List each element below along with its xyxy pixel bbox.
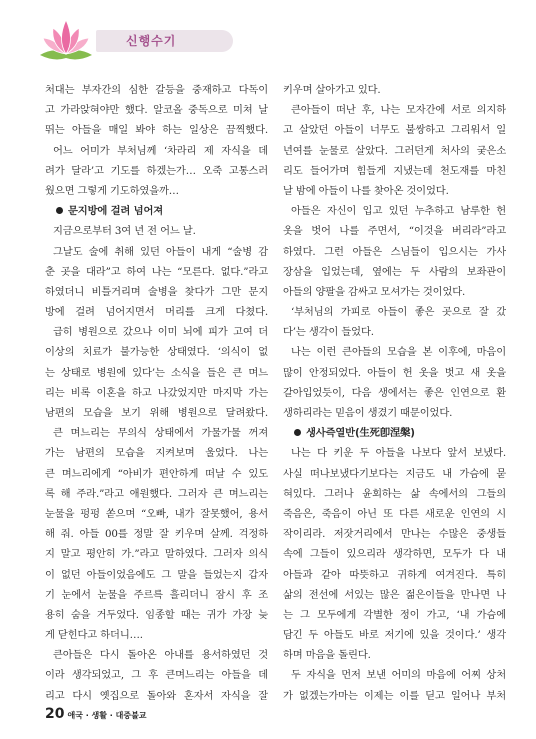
article-line: 죽음은, 죽음이 아닌 또 다른 새로운 인연의 시 <box>283 507 506 520</box>
page-number: 20 <box>45 706 65 722</box>
article-line: 지 말고 평안히 가.”라고 말하였다. 그러자 의식 <box>45 548 268 561</box>
section-label: 신행수기 <box>126 34 177 48</box>
lotus-icon <box>38 15 94 63</box>
article-line: 나는 이런 큰아들의 모습을 본 이후에, 마음이 <box>291 346 506 359</box>
article-line: 가는 남편의 모습을 지켜보며 울었다. 나는 <box>45 447 268 460</box>
article-line: 갈아입었듯이, 다음 생에서는 좋은 인연으로 환 <box>283 386 506 399</box>
section-heading-text: 생사즉열반(生死卽涅槃) <box>306 427 415 440</box>
article-line: 처대는 부자간의 심한 갈등을 중재하고 다독이 <box>45 84 268 96</box>
article-line: 생하리라는 믿음이 생겼기 때문이었다. <box>283 407 453 419</box>
article-line: 그날도 술에 취해 있던 아들이 내게 “술병 감 <box>53 245 268 258</box>
article-line: 는 상태로 병원에 있다’는 소식을 들은 큰 며느 <box>45 366 268 379</box>
article-line: 는 그 모두에게 각별한 정이 가고, ‘내 가슴에 <box>283 608 506 621</box>
article-line: 사실 떠나보냈다기보다는 지금도 내 가슴에 묻 <box>283 467 506 480</box>
article-line: 급히 병원으로 갔으나 이미 뇌에 피가 고여 더 <box>53 326 268 339</box>
article-line: 남편의 모습을 보기 위해 병원으로 달려왔다. <box>45 407 268 419</box>
article-line: 키우며 살아가고 있다. <box>283 84 381 96</box>
article-line: 춘 곳을 대라”고 하여 나는 “모른다. 없다.”라고 <box>45 265 268 278</box>
article-column-right <box>283 80 506 706</box>
article-column-left <box>45 80 268 706</box>
article-line: 아들과 같아 따뜻하고 귀하게 여겨진다. 특히 <box>283 568 506 581</box>
article-line: 큰아들은 다시 돌아온 아내를 용서하였던 것 <box>53 649 268 662</box>
article-line: 옷을 벗어 나를 주면서, “이것을 버리라”라고 <box>283 225 506 238</box>
section-heading-text: 문지방에 걸려 넘어져 <box>68 205 164 218</box>
article-line: 이상의 치료가 불가능한 상태였다. ‘의식이 없 <box>45 346 268 359</box>
article-line: 혀있다. 그러나 윤회하는 삶 속에서의 그들의 <box>283 487 506 500</box>
article-line: 하였더니 비틀거리며 술병을 찾다가 그만 문지 <box>45 285 268 298</box>
article-line: 년여를 눈물로 살았다. 그러던게 처사의 궂은소 <box>283 144 506 157</box>
article-line: 아들은 자신이 입고 있던 누추하고 남루한 헌 <box>291 205 506 218</box>
article-line: 리도 들어가며 힘들게 지냈는데 천도재를 마친 <box>283 164 506 177</box>
article-line: 웠으면 그렇게 기도하였을까… <box>45 184 179 197</box>
article-line: 해 줘. 아들 00를 정말 잘 키우며 살께. 걱정하 <box>45 528 268 541</box>
article-line: 큰아들이 떠난 후, 나는 모자간에 서로 의지하 <box>291 104 506 117</box>
article-line: ‘부처님의 가피로 아들이 좋은 곳으로 잘 갔 <box>291 306 506 319</box>
article-line: 눈물을 펑펑 쏟으며 “오빠, 내가 잘못했어, 용서 <box>45 507 268 520</box>
bullet-icon <box>294 429 301 436</box>
article-line: 고 살았던 아들이 너무도 불쌍하고 그리워서 일 <box>283 124 506 137</box>
publication-name: 애국 · 생활 · 대중불교 <box>67 711 147 720</box>
page-footer <box>45 704 147 722</box>
article-line: 지금으로부터 3여 년 전 어느 날. <box>53 225 196 238</box>
article-line: 방에 걸려 넘어지면서 머리를 크게 다쳤다. <box>45 306 268 319</box>
article-line: 속에 그들이 있으리라 생각하면, 모두가 다 내 <box>283 548 506 561</box>
article-line: 게 닫힌다고 하더니…. <box>45 629 143 642</box>
article-line: 뛰는 아들을 매일 봐야 하는 일상은 끔찍했다. <box>45 124 268 137</box>
article-line: 삶의 전선에 서있는 많은 젊은이들을 만나면 나 <box>283 588 506 601</box>
article-line: 나는 다 키운 두 아들을 나보다 앞서 보냈다. <box>291 447 506 460</box>
article-line: 하였다. 그런 아들은 스님들이 입으시는 가사 <box>283 245 506 258</box>
section-heading <box>283 423 506 443</box>
article-line: 려가 달라’고 기도를 하겠는가… 오죽 고통스러 <box>45 164 268 177</box>
article-line: 두 자식을 먼저 보낸 어미의 마음에 어찌 상처 <box>291 669 506 682</box>
section-heading <box>45 201 268 221</box>
article-line: 많이 안정되었다. 아들이 헌 옷을 벗고 새 옷을 <box>283 366 506 379</box>
bullet-icon <box>56 207 63 214</box>
article-line: 어느 어미가 부처님께 ‘차라리 제 자식을 데 <box>53 144 268 157</box>
article-line: 아들의 양팔을 감싸고 모셔가는 것이었다. <box>283 285 466 298</box>
article-line: 리고 다시 옛집으로 돌아와 혼자서 자식을 잘 <box>45 689 268 702</box>
article-line: 고 가라앉혀야만 했다. 알코올 중독으로 미쳐 날 <box>45 104 268 117</box>
article-line: 이 없던 아들이었음에도 그 말을 들었는지 갑자 <box>45 568 268 581</box>
article-line: 다’는 생각이 들었다. <box>283 326 374 339</box>
article-line: 하며 마음을 돌린다. <box>283 649 371 662</box>
article-line: 담긴 두 아들도 바로 저기에 있을 것이다.’ 생각 <box>283 629 506 642</box>
article-line: 리는 비록 이혼을 하고 나갔었지만 마지막 가는 <box>45 386 268 399</box>
article-line: 이라 생각되었고, 그 후 큰며느리는 아들을 데 <box>45 669 268 682</box>
article-line: 큰 며느리에게 “아비가 편안하게 떠날 수 있도 <box>45 467 268 480</box>
section-label-box <box>96 30 233 52</box>
article-line: 용히 숨을 거두었다. 임종할 때는 귀가 가장 늦 <box>45 608 268 621</box>
article-line: 록 해 주라.”라고 애원했다. 그러자 큰 며느리는 <box>45 487 268 500</box>
article-line: 날 밤에 아들이 나를 찾아온 것이었다. <box>283 184 449 197</box>
article-line: 가 없겠는가마는 이제는 이를 딛고 일어나 부처 <box>283 689 506 702</box>
article-line: 기 눈에서 눈물을 주르륵 흘리더니 잠시 후 조 <box>45 588 268 601</box>
article-line: 큰 며느리는 무의식 상태에서 가물가물 꺼져 <box>53 427 268 440</box>
article-line: 장삼을 입었는데, 옆에는 두 사람의 보좌관이 <box>283 265 506 278</box>
article-line: 작이리라. 저잣거리에서 만나는 수많은 중생들 <box>283 528 506 541</box>
